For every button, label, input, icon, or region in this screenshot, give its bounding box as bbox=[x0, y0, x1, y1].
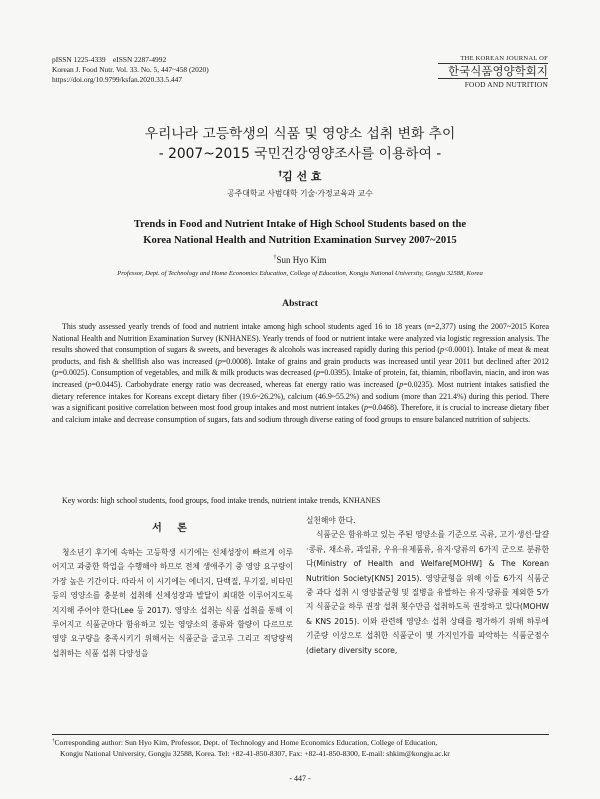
abstract-text-4: =0.0025). Consumption of vegetables, and milk & milk products was decreased ( bbox=[58, 368, 316, 378]
abstract-text-6: =0.0445). Carbohydrate energy ratio was decreased, whereas fat energy ratio was increased ( bbox=[91, 379, 400, 389]
footnote-line1 bbox=[52, 737, 549, 748]
journal-logo-bottom: FOOD AND NUTRITION bbox=[438, 78, 548, 89]
citation-line: Korean J. Food Nutr. Vol. 33. No. 5, 447~458 (2020) bbox=[52, 65, 209, 75]
journal-logo bbox=[438, 55, 548, 89]
abstract-text-3: =0.0008). Intake of grains and grain products was increased until year 2011 but declined after 2012 ( bbox=[52, 356, 549, 378]
left-column bbox=[52, 546, 293, 661]
abstract-body bbox=[52, 321, 549, 425]
abstract-heading: Abstract bbox=[282, 298, 318, 309]
korean-title-line1: 우리나라 고등학생의 식품 및 영양소 섭취 변화 추이 bbox=[144, 126, 456, 142]
author-mark-en: † bbox=[273, 255, 277, 261]
intro-paragraph-1: 청소년기 후기에 속하는 고등학생 시기에는 신체성장이 빠르게 이루어지고 과중한 학업을 수행해야 하므로 전체 생애주기 중 영양 요구량이 가장 높은 기간이다. 따라서 이 시기에는 에너지, 단백질, 무기질, 비타민 등의 영양소를 충분히 섭취해 신체성장과 발달이 최대한 이루어지도록 지지해 주어야 한다(Lee 등 2017). 영양소 섭취는 식품 섭취를 통해 이루어지고 식품군마다 함유하고 있는 영양소의 종류와 함량이 다르므로 영양 요구량을 충족시키기 위해서는 식품군을 골고루 그리고 적당량씩 섭취하는 식품 섭취 다양성을 bbox=[52, 548, 293, 658]
korean-title bbox=[0, 124, 600, 164]
korean-affiliation: 공주대학교 사범대학 기술·가정교육과 교수 bbox=[227, 189, 373, 198]
p-symbol: p bbox=[87, 379, 92, 389]
p-symbol: p bbox=[316, 368, 320, 378]
keywords: Key words: high school students, food groups, food intake trends, nutrient intake trends, KNHANES bbox=[62, 496, 381, 505]
intro-paragraph-continued: 실천해야 한다. bbox=[306, 516, 356, 525]
english-author bbox=[0, 255, 600, 265]
right-column bbox=[306, 514, 549, 658]
author-mark: † bbox=[278, 168, 283, 178]
doi-link[interactable]: https://doi.org/10.9799/ksfan.2020.33.5.447 bbox=[52, 75, 183, 85]
p-symbol: p bbox=[399, 379, 404, 389]
english-title-line2: Korea National Health and Nutrition Examination Survey 2007~2015 bbox=[143, 235, 457, 246]
english-author-name: Sun Hyo Kim bbox=[276, 255, 327, 265]
journal-logo-korean: 한국식품영양학회지 bbox=[448, 64, 548, 78]
english-title bbox=[90, 217, 510, 249]
p-symbol: p bbox=[217, 356, 222, 366]
footnote-mark: † bbox=[52, 738, 55, 744]
introduction-heading: 서 론 bbox=[152, 523, 193, 534]
intro-paragraph-2: 식품군은 함유하고 있는 주된 영양소를 기준으로 곡류, 고기·생선·달걀·콩류, 채소류, 과일류, 우유·유제품류, 유지·당류의 6가지 군으로 분류한다(Ministry of Health and Welfare[MOHW] & The Korean Nutrition Society[KNS] 2015). 영양균형을 위해 이들 6가지 식품군 중 과다 섭취 시 영양불균형 및 질병을 유발하는 유지·당류를 제외한 5가지 식품군을 하루 권장 섭취 횟수만큼 섭취하도록 권장하고 있다(MOHW & KNS 2015). 이와 관련해 영양소 섭취 상태를 평가하기 위해 하루에 기준량 이상으로 섭취한 식품군이 몇 가지인가를 파악하는 식품군점수(dietary diversity score, bbox=[306, 530, 549, 655]
p-symbol: p bbox=[363, 403, 368, 413]
journal-logo-top: THE KOREAN JOURNAL OF bbox=[438, 55, 548, 64]
english-title-line1: Trends in Food and Nutrient Intake of High School Students based on the bbox=[133, 219, 467, 230]
footnote-rule bbox=[52, 734, 549, 735]
issn-line: pISSN 1225-4339 eISSN 2287-4992 bbox=[52, 55, 167, 64]
abstract-text-1: This study assessed yearly trends of food and nutrient intake among high school students aged 16 to 18 years (n=2,377) using the 2007~2015 Korea National Health and Nutrition Examination Survey (KNHANES). Yearly trends of food or nutrient intake were analyzed via logistic regression analysis. The results showed that consumption of sugars & sweets, and beverages & alcohols was increased rapidly during this period ( bbox=[52, 322, 549, 355]
footnote-text-1: Corresponding author: Sun Hyo Kim, Professor, Dept. of Technology and Home Economics Education, College of Education, bbox=[54, 738, 438, 747]
abstract-text-7: =0.0235). Most nutrient intakes satisfied the dietary reference intakes for Koreans except dietary fiber (19.6~26.2%), calcium (46.9~55.2%) and sodium (more than 221.4%) during this period. There was a significant positive correlation between most food group intakes and most nutrient intakes ( bbox=[52, 379, 549, 413]
korean-title-line2: - 2007~2015 국민건강영양조사를 이용하여 - bbox=[158, 146, 442, 162]
p-symbol: p bbox=[54, 368, 59, 378]
publication-meta bbox=[52, 55, 209, 86]
footnote-text-2: Kongju National University, Gongju 32588, Korea. Tel: +82-41-850-8307, Fax: +82-41-850-8300, E-mail: shkim@kongju.ac.kr bbox=[60, 749, 450, 758]
page-number: - 447 - bbox=[289, 774, 311, 783]
abstract-text-2: <0.0001). Intake of meat & meat products, and fish & shellfish also was increased ( bbox=[52, 345, 549, 366]
korean-author-name: 김 선 효 bbox=[282, 170, 322, 183]
corresponding-author-footnote bbox=[52, 737, 549, 759]
english-affiliation: Professor, Dept. of Technology and Home Economics Education, College of Education, Kongju National University, Gongju 32588, Korea bbox=[117, 270, 483, 277]
korean-author bbox=[0, 168, 600, 184]
abstract-text-5: =0.0395). Intake of protein, fat, thiamin, riboflavin, niacin, and iron was increased ( bbox=[52, 368, 549, 389]
abstract-text-8: =0.0468). Therefore, it is crucial to increase dietary fiber and calcium intake and decrease consumption of sugars, fats and sodium through diverse eating of food groups to ensure balanced nutrition of subjects. bbox=[52, 403, 549, 424]
p-symbol: p bbox=[440, 345, 444, 355]
